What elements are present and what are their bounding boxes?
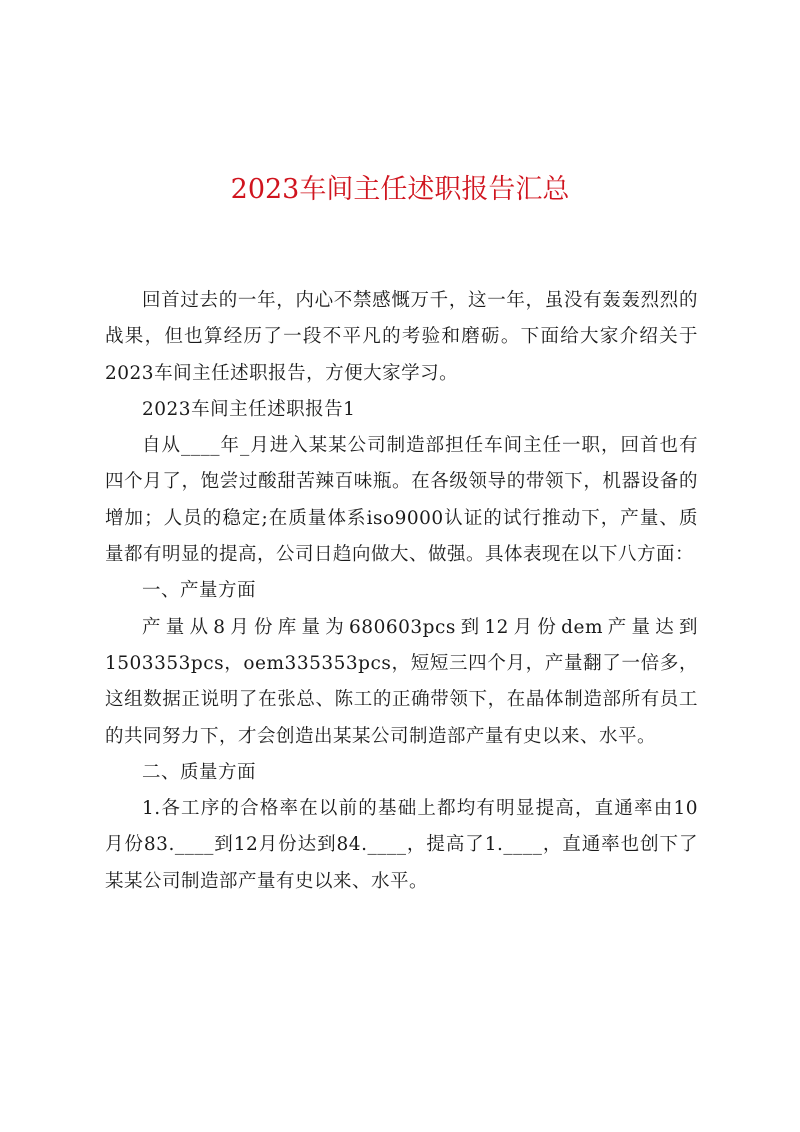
report-title: 2023车间主任述职报告1 — [142, 398, 356, 420]
quality-paragraph: 1.各工序的合格率在以前的基础上都均有明显提高，直通率由10月份83.____到12月份达到84.____，提高了1.____，直通率也创下了某某公司制造部产量有史以来、水平。 — [105, 798, 698, 892]
output-paragraph: 产量从8月份库量为680603pcs到12月份dem产量达到1503353pcs，oem335353pcs，短短三四个月，产量翻了一倍多，这组数据正说明了在张总、陈工的正确带领下，在晶体制造部所有员工的共同努力下，才会创造出某某公司制造部产量有史以来、水平。 — [105, 616, 698, 747]
report-paragraph: 自从____年_月进入某某公司制造部担任车间主任一职，回首也有四个月了，饱尝过酸甜苦辣百味瓶。在各级领导的带领下，机器设备的增加；人员的稳定;在质量体系iso9000认证的试行推动下，产量、质量都有明显的提高，公司日趋向做大、做强。具体表现在以下八方面： — [105, 435, 698, 566]
section-heading-quality: 二、质量方面 — [142, 761, 257, 783]
section-heading-output: 一、产量方面 — [142, 580, 257, 602]
intro-paragraph: 回首过去的一年，内心不禁感慨万千，这一年，虽没有轰轰烈烈的战果，但也算经历了一段不平凡的考验和磨砺。下面给大家介绍关于2023车间主任述职报告，方便大家学习。 — [105, 290, 698, 384]
document-body — [105, 283, 698, 900]
document-title: 2023车间主任述职报告汇总 — [230, 174, 570, 205]
